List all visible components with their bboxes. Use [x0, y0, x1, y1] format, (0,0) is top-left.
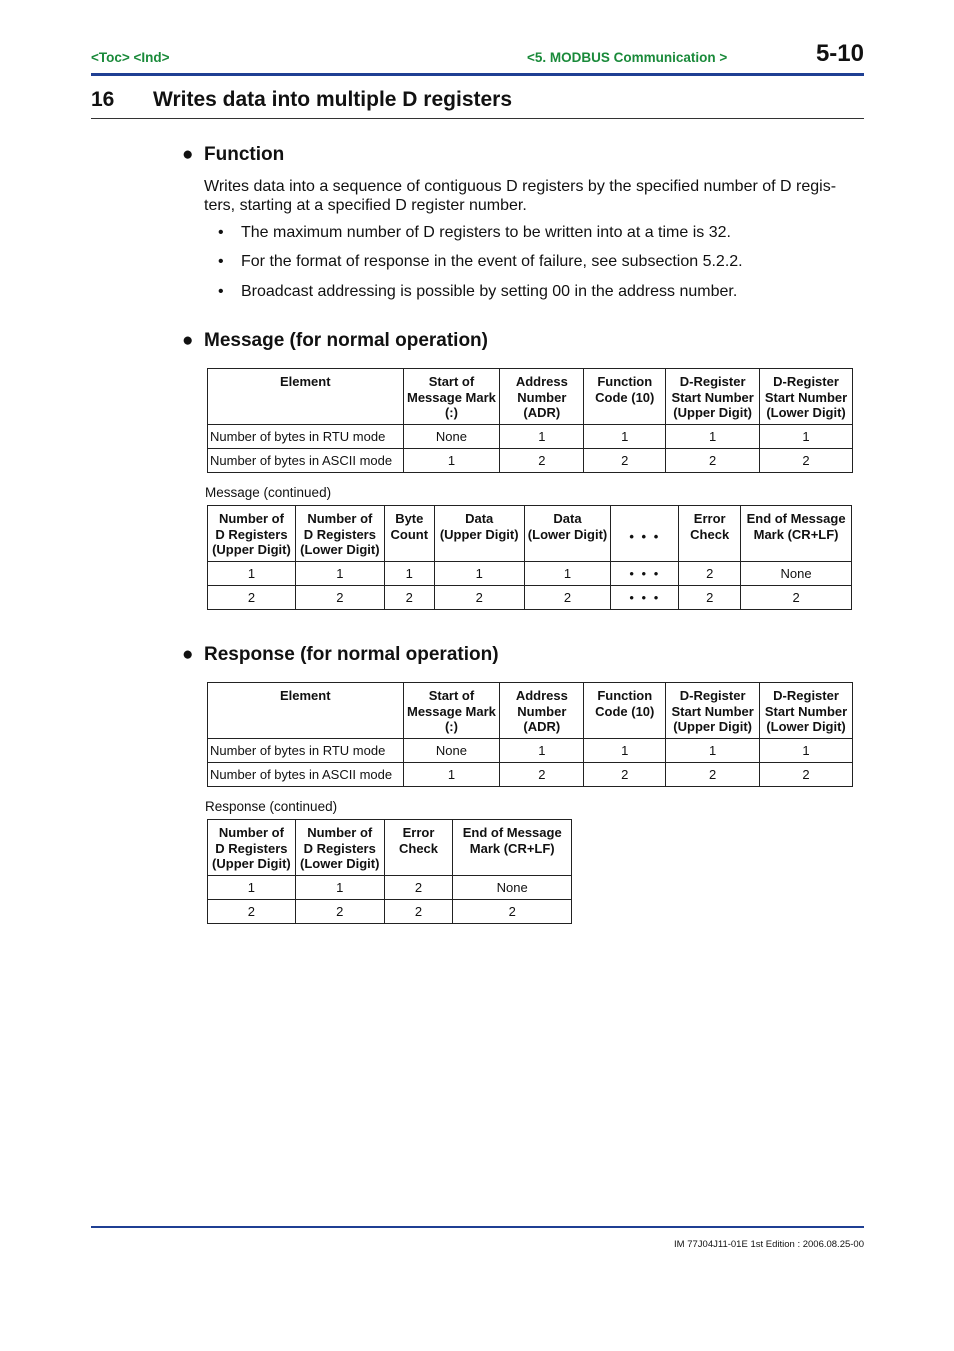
table-header-cell: [384, 820, 453, 876]
response-heading-text: Response (for normal operation): [204, 644, 499, 665]
table-header-cell: [741, 506, 852, 562]
table-header-line: D-Register: [773, 374, 839, 389]
table-row: [208, 900, 572, 924]
bullet-text: Broadcast addressing is possible by setting 00 in the address number.: [241, 283, 738, 300]
table-header-cell: [208, 506, 296, 562]
table-cell: None: [741, 562, 852, 586]
table-cell: 1: [666, 739, 760, 763]
table-header-line: (Lower Digit): [300, 542, 380, 557]
table-header-cell: [403, 683, 500, 739]
table-header-cell: [295, 506, 384, 562]
table-cell: 1: [295, 562, 384, 586]
table-cell: 1: [403, 763, 500, 787]
table-cell: 2: [666, 449, 760, 473]
footer-rule: [91, 1226, 864, 1228]
bullet-mark: •: [218, 253, 224, 270]
table-header-cell: [403, 369, 500, 425]
table-header-line: Check: [690, 526, 730, 542]
table-cell: 1: [403, 449, 500, 473]
table-header-cell: [524, 506, 611, 562]
table-header-line: Message Mark: [407, 389, 496, 405]
table-header-line: (Upper Digit): [212, 856, 291, 871]
table-cell: 2: [500, 449, 584, 473]
table-cell: 1: [584, 425, 666, 449]
bullet-dot-icon: ●: [182, 330, 194, 351]
table-cell: 2: [584, 763, 666, 787]
table-row: [208, 562, 852, 586]
table-cell: 2: [295, 900, 384, 924]
table-header-cell: [295, 820, 384, 876]
table-header-line: End of Message: [746, 511, 846, 526]
table-header-line: D-Register: [679, 374, 746, 389]
section-rule: [91, 118, 864, 119]
footer-edition-text: IM 77J04J11-01E 1st Edition : 2006.08.25-00: [674, 1239, 864, 1250]
message-heading: [182, 330, 488, 352]
table-header-line: Start of: [428, 374, 475, 389]
table-cell: 1: [295, 876, 384, 900]
table-header-line: (Lower Digit): [766, 405, 846, 420]
bullet-text: The maximum number of D registers to be written into at a time is 32.: [241, 224, 731, 241]
bullet-dot-icon: ●: [182, 144, 194, 165]
table-cell: 2: [384, 586, 434, 610]
bullet-mark: •: [218, 224, 224, 241]
table-header-line: Number of: [307, 825, 373, 840]
table-header-line: Number of: [307, 511, 373, 526]
table-header-line: Data: [465, 511, 494, 526]
bullet-dot-icon: ●: [182, 644, 194, 665]
table-cell: 1: [208, 562, 296, 586]
table-header-line: Start Number: [764, 703, 848, 719]
bullet-text: For the format of response in the event of failure, see subsection 5.2.2.: [241, 253, 743, 270]
table-header-cell: [679, 506, 741, 562]
table-row: [208, 763, 853, 787]
table-header-line: (:): [444, 719, 458, 734]
table-cell: None: [403, 739, 500, 763]
table-header-cell: [760, 683, 853, 739]
table-header-cell: [453, 820, 572, 876]
message-table: [207, 368, 853, 473]
chapter-link[interactable]: [527, 50, 727, 65]
table-cell: 1: [500, 425, 584, 449]
table-header-line: Code (10): [595, 389, 655, 405]
response-table: [207, 682, 853, 787]
table-header-line: D-Register: [773, 688, 839, 703]
table-header-line: Address: [515, 374, 568, 389]
table-cell: Number of bytes in RTU mode: [208, 425, 404, 449]
response-continued-table: [207, 819, 572, 924]
table-cell: 2: [760, 449, 853, 473]
message-heading-text: Message (for normal operation): [204, 330, 488, 351]
table-header-line: Mark (CR+LF): [469, 840, 555, 856]
table-header-line: Count: [390, 526, 429, 542]
table-header-cell: [208, 820, 296, 876]
table-header-line: D Registers: [215, 840, 288, 856]
table-cell: 2: [741, 586, 852, 610]
table-header-line: Number of: [218, 825, 284, 840]
table-header-line: Number of: [218, 511, 284, 526]
table-header-line: Start Number: [764, 389, 848, 405]
table-header-row: [208, 369, 853, 425]
table-header-line: Function: [597, 688, 653, 703]
table-header-line: (Lower Digit): [300, 856, 380, 871]
table-cell: 1: [434, 562, 524, 586]
table-header-line: Error: [693, 511, 726, 526]
table-row: [208, 876, 572, 900]
table-header-cell: [434, 506, 524, 562]
table-header-cell: [584, 369, 666, 425]
ind-link[interactable]: <Ind>: [133, 50, 170, 65]
table-header-cell: [208, 683, 404, 739]
section-title-text: Writes data into multiple D registers: [153, 88, 513, 111]
table-cell: 1: [524, 562, 611, 586]
table-header-line: (ADR): [523, 719, 561, 734]
table-cell: 2: [760, 763, 853, 787]
table-header-line: (Upper Digit): [439, 526, 519, 542]
table-cell: Number of bytes in RTU mode: [208, 739, 404, 763]
table-header-line: D Registers: [215, 526, 288, 542]
section-title: [91, 88, 512, 112]
table-header-line: Function: [597, 374, 653, 389]
table-cell: 2: [434, 586, 524, 610]
table-header-cell: [611, 506, 679, 562]
table-header-line: (ADR): [523, 405, 561, 420]
table-cell: 2: [208, 900, 296, 924]
table-cell: 1: [584, 739, 666, 763]
table-header-line: Number: [517, 703, 567, 719]
function-heading-text: Function: [204, 144, 285, 165]
response-continued-caption: Response (continued): [205, 799, 338, 814]
function-bullet-3: [218, 283, 737, 301]
table-header-line: Error: [402, 825, 435, 840]
table-cell: 2: [679, 562, 741, 586]
table-header-line: D-Register: [679, 688, 746, 703]
header-nav-links: [91, 50, 170, 65]
table-cell: 2: [666, 763, 760, 787]
function-heading: [182, 144, 284, 166]
table-header-row: [208, 683, 853, 739]
table-cell: 1: [384, 562, 434, 586]
header-rule: [91, 73, 864, 76]
table-header-line: End of Message: [462, 825, 562, 840]
table-header-line: Address: [515, 688, 568, 703]
table-cell: • • •: [611, 586, 679, 610]
table-header-cell: [666, 369, 760, 425]
table-cell: Number of bytes in ASCII mode: [208, 449, 404, 473]
table-cell: 2: [500, 763, 584, 787]
table-row: [208, 586, 852, 610]
table-cell: 2: [208, 586, 296, 610]
table-header-line: (Lower Digit): [766, 719, 846, 734]
table-header-line: Mark (CR+LF): [753, 526, 839, 542]
table-header-line: Number: [517, 389, 567, 405]
table-header-cell: [384, 506, 434, 562]
table-header-line: Message Mark: [407, 703, 496, 719]
table-row: [208, 739, 853, 763]
table-header-cell: [584, 683, 666, 739]
table-cell: None: [403, 425, 500, 449]
section-number: 16: [91, 88, 115, 111]
table-header-row: [208, 506, 852, 562]
table-header-line: D Registers: [303, 526, 376, 542]
function-description-line-2: ters, starting at a specified D register number.: [204, 196, 527, 214]
table-header-line: (Upper Digit): [673, 405, 753, 420]
table-header-line: (:): [444, 405, 458, 420]
table-cell: 2: [453, 900, 572, 924]
table-cell: • • •: [611, 562, 679, 586]
table-header-line: Start Number: [671, 703, 754, 719]
table-cell: 2: [524, 586, 611, 610]
table-cell: 1: [500, 739, 584, 763]
table-header-line: • • •: [629, 528, 661, 544]
table-header-line: (Upper Digit): [673, 719, 753, 734]
table-header-cell: [500, 369, 584, 425]
table-cell: 1: [760, 739, 853, 763]
function-description-line-1: Writes data into a sequence of contiguous D registers by the specified number of D regis-: [204, 178, 837, 195]
table-row: [208, 425, 853, 449]
table-cell: 1: [208, 876, 296, 900]
table-cell: Number of bytes in ASCII mode: [208, 763, 404, 787]
table-cell: 2: [584, 449, 666, 473]
table-header-line: Check: [399, 840, 439, 856]
table-header-line: Element: [279, 374, 331, 389]
table-cell: 2: [679, 586, 741, 610]
function-description: [204, 178, 854, 215]
table-header-cell: [208, 369, 404, 425]
table-header-cell: [760, 369, 853, 425]
table-cell: 1: [760, 425, 853, 449]
table-header-cell: [500, 683, 584, 739]
page-number: 5-10: [815, 40, 864, 67]
table-header-line: Data: [553, 511, 582, 526]
table-header-line: (Upper Digit): [212, 542, 291, 557]
message-continued-table: [207, 505, 852, 610]
message-continued-caption: Message (continued): [205, 485, 332, 500]
table-header-row: [208, 820, 572, 876]
table-header-cell: [666, 683, 760, 739]
chapter-link-label: <5. MODBUS Communication >: [527, 50, 728, 65]
table-header-line: Start of: [428, 688, 475, 703]
function-bullet-1: [218, 224, 731, 242]
function-bullet-2: [218, 253, 743, 271]
table-header-line: Start Number: [671, 389, 754, 405]
table-row: [208, 449, 853, 473]
table-cell: 2: [384, 900, 453, 924]
table-header-line: Element: [279, 688, 331, 703]
toc-link[interactable]: <Toc>: [91, 50, 130, 65]
response-heading: [182, 644, 499, 666]
table-cell: 2: [295, 586, 384, 610]
table-cell: 1: [666, 425, 760, 449]
table-header-line: (Lower Digit): [527, 526, 608, 542]
table-header-line: Code (10): [595, 703, 655, 719]
bullet-mark: •: [218, 283, 224, 300]
table-cell: None: [453, 876, 572, 900]
table-header-line: D Registers: [303, 840, 376, 856]
table-cell: 2: [384, 876, 453, 900]
table-header-line: Byte: [395, 511, 424, 526]
